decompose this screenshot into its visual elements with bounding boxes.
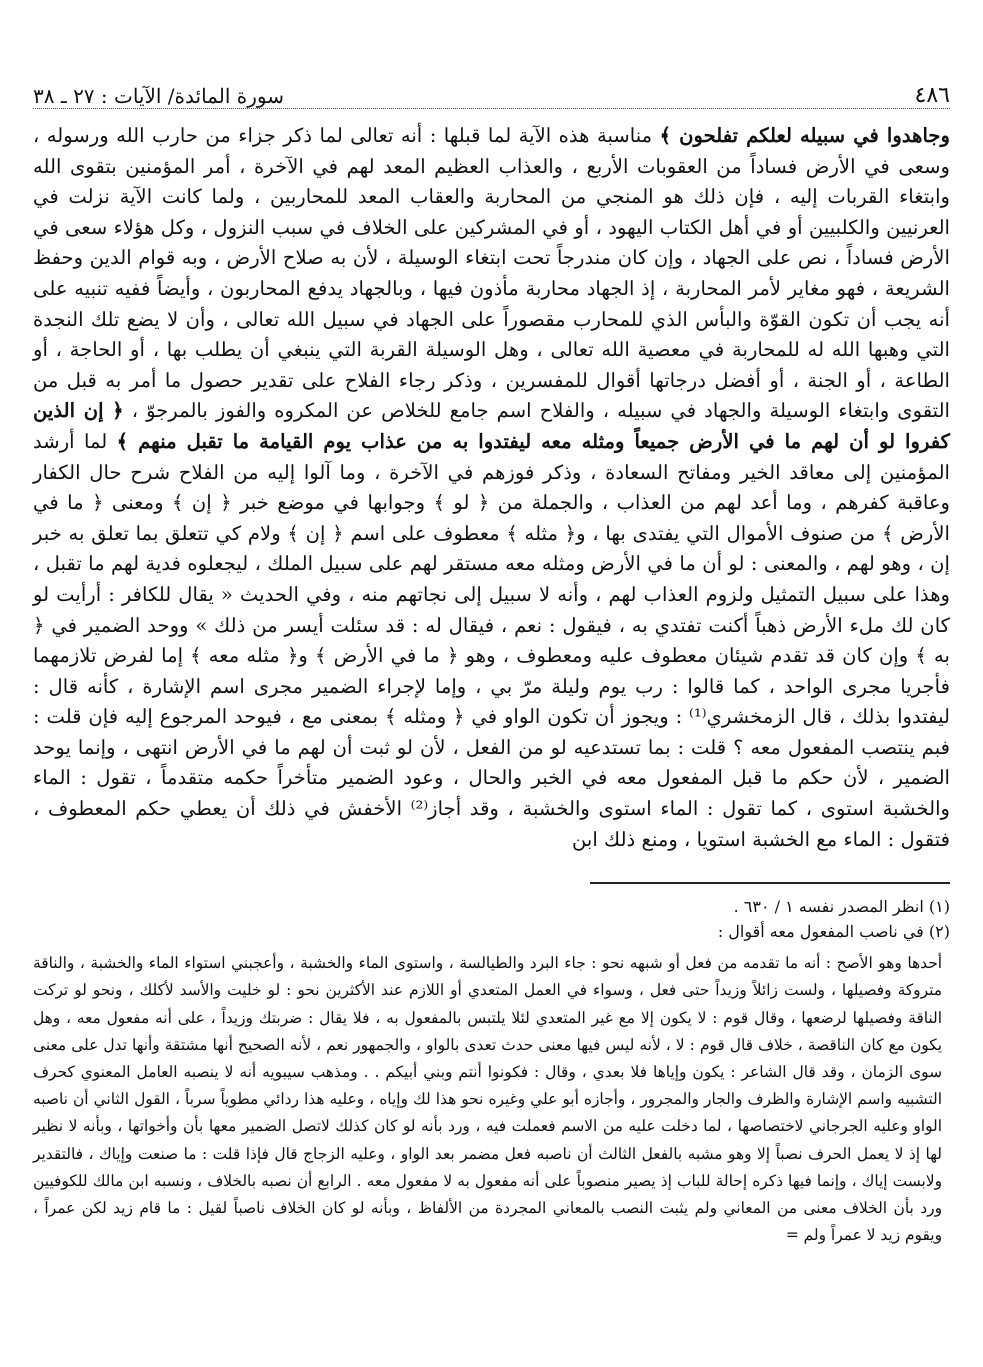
footnote-2-detail: أحدها وهو الأصح : أنه ما تقدمه من فعل أو شبهه نحو : جاء البرد والطيالسة ، واستوى الماء والخشبة ، وأعجبني استواء الماء والخشبة ، والناقة متروكة وفصيلها ، ولست زائلاً وزيداً حتى فعل ، وسواء في العمل المتعدي أو اللازم عند الأكثرين نحو : لو خليت والأسد لأكلك ، ونحو لو تركت الناقة وفصيلها لرضعها ، وقال قوم : لا يكون إلا مع غير المتعدي لئلا يلتبس بالمفعول به ، فلا يقال : ضربتك وزيداً ، على أنه مفعول معه ، وهل يكون مع كان الناقصة ، خلاف قال قوم : لا ، لأنه ليس فيها معنى حدث تعدى بالواو ، والجمهور نعم ، لأنه الصحيح أنها مشتقة وأنها تدل على معنى سوى الزمان ، وقد قال الشاعر : يكون وإياها فلا بعدي ، وقال : فكونوا أنتم وبني أبيكم . . ومذهب سيبويه أنه لا ينصبه العامل المعنوي كحرف التشبيه واسم الإشارة والظرف والجار والمجرور ، وأجازه أبو علي وغيره نحو هذا لك وإياه ، وعليه هذا ردائي مطوياً سرباً ، القول الثاني أن ناصبه الواو وعليه الجرجاني لاختصاصها ، لما دخلت عليه من الاسم فعملت فيه ، ورد بأنه لو كان كذلك لاتصل الضمير معها بأن وأخواتها ، وبأنه لا نظير لها إذ لا يعمل الحرف نصباً إلا وهو مشبه بالفعل الثالث أن ناصبه فعل مضمر بعد الواو ، وعليه الزجاج قال فإذا قلت : ما صنعت وإياك ، فالتقدير ولابست إياك ، وإنما فيها ذكره إحالة للباب إذ يصير منصوباً على أنه مفعول به لا مفعول معه . الرابع أن نصبه بالخلاف ، ونسبه ابن مالك للكوفيين ورد بأن الخلاف معنى من المعاني ولم يثبت النصب بالمعاني المجردة من الألفاظ ، وبأنه لو كان الخلاف ناصباً لقيل : ما قام زيد لكن عمراً ، ويقوم زيد لا عمراً ولم = — [33, 954, 943, 1245]
footnote-text: انظر المصدر نفسه ١ / ٦٣٠ . — [733, 897, 924, 917]
main-paragraph — [33, 121, 950, 855]
commentary-text: مناسبة هذه الآية لما قبلها : أنه تعالى لما ذكر جزاء من حارب الله ورسوله ، وسعى في الأرض فساداً من العقوبات الأربع ، والعذاب العظيم المعد لهم في الآخرة ، أمر المؤمنين بتقوى الله وابتغاء القربات إليه ، فإن ذلك هو المنجي من المحاربة والعقاب المعد للمحاربين ، ولما كانت الآية نزلت في العرنيين والكلبيين أو في أهل الكتاب اليهود ، أو في المشركين على الخلاف في سبب النزول ، وكل هؤلاء سعى في الأرض فساداً ، نص على الجهاد ، وإن كان مندرجاً تحت ابتغاء الوسيلة ، لأن به صلاح الأرض ، وبه قوام الدين وحفظ الشريعة ، فهو مغاير لأمر المحاربة ، إذ الجهاد محاربة مأذون فيها ، وبالجهاد يدفع المحاربون ، وأيضاً ففيه تنبيه على أنه يجب أن تكون القوّة والبأس الذي للمحارب مقصوراً على الجهاد في سبيل الله تعالى ، وأن لا يضع تلك النجدة التي وهبها الله له للمحاربة في معصية الله تعالى ، وهل الوسيلة القربة التي ينبغي أن يطلب بها ، أو الحاجة ، أو الطاعة ، أو الجنة ، أو أفضل درجاتها أقوال للمفسرين ، وذكر رجاء الفلاح على تقدير حصول ما أمر به قبل من التقوى وابتغاء الوسيلة والجهاد في سبيله ، والفلاح اسم جامع للخلاص عن المكروه والفوز بالمرجوّ ، — [33, 124, 951, 423]
page-number: ٤٨٦ — [914, 83, 950, 108]
footnotes — [33, 894, 950, 1249]
footnote-1 — [33, 894, 950, 919]
verse-text: ﴿ إن الذين كفروا لو أن لهم ما في الأرض جميعاً ومثله معه ليفتدوا به من عذاب يوم القيامة ما تقبل منهم ﴾ — [33, 399, 950, 453]
footnote-2 — [33, 919, 950, 944]
footnote-divider — [590, 882, 950, 884]
footnote-text: في ناصب المفعول معه أقوال : — [717, 922, 924, 942]
page-header — [33, 62, 950, 109]
commentary-text: لما أرشد المؤمنين إلى معاقد الخير ومفاتح السعادة ، وذكر فوزهم في الآخرة ، وما آلوا إليه من الفلاح شرح حال الكفار وعاقبة كفرهم ، وما أعد لهم من العذاب ، والجملة من ﴿ لو ﴾ وجوابها في موضع خبر ﴿ إن ﴾ ومعنى ﴿ ما في الأرض ﴾ من صنوف الأموال التي يفتدى بها ، و﴿ مثله ﴾ معطوف على اسم ﴿ إن ﴾ ولام كي تتعلق بما تعلق به خبر إن ، وهو لهم ، والمعنى : لو أن ما في الأرض ومثله معه مستقر لهم على سبيل الملك ، ليجعلوه فدية لهم ما تقبل ، وهذا على سبيل التمثيل ولزوم العذاب لهم ، وأنه لا سبيل إلى نجاتهم منه ، وفي الحديث « يقال للكافر : أرأيت لو كان لك ملء الأرض ذهباً أكنت تفتدي به ، فيقول : نعم ، فيقال له : قد سئلت أيسر من ذلك » ووحد الضمير في ﴿ به ﴾ وإن كان قد تقدم شيئان معطوف عليه ومعطوف ، وهو ﴿ ما في الأرض ﴾ و﴿ مثله معه ﴾ إما لفرض تلازمهما فأجريا مجرى الواحد ، كما قالوا : رب يوم وليلة مرّ بي ، وإما لإجراء الضمير مجرى اسم الإشارة ، كأنه قال : ليفتدوا بذلك ، قال الزمخشري⁽¹⁾ : ويجوز أن تكون الواو في ﴿ ومثله ﴾ بمعنى مع ، فيوحد المرجوع إليه فإن قلت : فبم ينتصب المفعول معه ؟ قلت : بما تستدعيه لو من الفعل ، لأن لو ثبت أن لهم ما في الأرض انتهى ، وإنما يوحد الضمير ، لأن حكم ما قبل المفعول معه في الخبر والحال ، وعود الضمير متأخراً حكمه متقدماً ، تقول : الماء والخشبة استوى ، كما تقول : الماء استوى والخشبة ، وقد أجاز⁽²⁾ الأخفش في ذلك أن يعطي حكم المعطوف ، فتقول : الماء مع الخشبة استويا ، ومنع ذلك ابن — [33, 429, 950, 851]
footnote-number: (٢) — [928, 922, 950, 942]
footnote-number: (١) — [928, 897, 950, 917]
verse-text: وجاهدوا في سبيله لعلكم تفلحون ﴾ — [659, 124, 951, 147]
surah-title: سورة المائدة/ الآيات : ٢٧ ـ ٣٨ — [33, 84, 284, 108]
main-text — [33, 121, 950, 855]
